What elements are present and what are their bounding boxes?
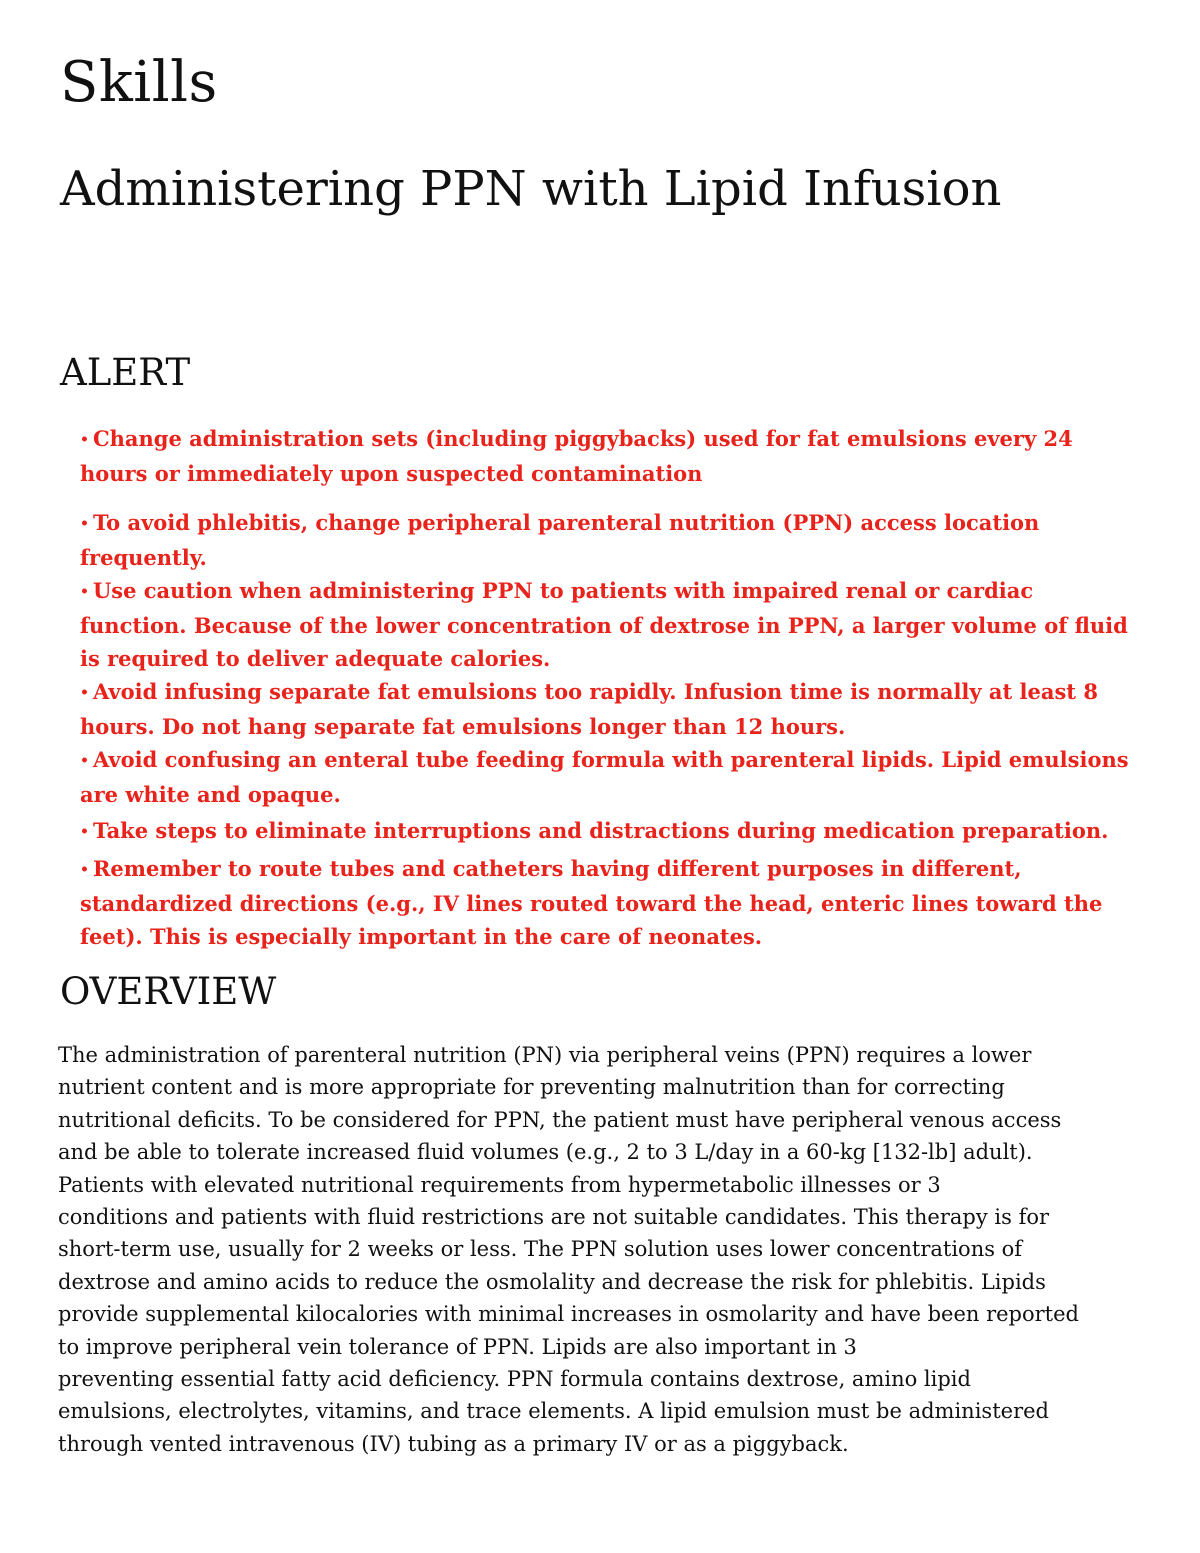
overview-line: preventing essential fatty acid deficiency. PPN formula contains dextrose, amino lipid	[58, 1367, 971, 1392]
overview-line: and be able to tolerate increased fluid volumes (e.g., 2 to 3 L/day in a 60-kg [132-lb] adult).	[58, 1140, 1033, 1165]
overview-line: Patients with elevated nutritional requirements from hypermetabolic illnesses or 3	[58, 1172, 941, 1197]
alert-list	[80, 422, 1140, 953]
alert-item-text: Take steps to eliminate interruptions and distractions during medication preparation.	[92, 818, 1109, 843]
bullet-icon: •	[80, 862, 89, 878]
overview-line: The administration of parenteral nutrition (PN) via peripheral veins (PPN) requires a lower	[58, 1043, 1032, 1067]
alert-item	[80, 814, 1140, 849]
bullet-icon: •	[80, 824, 89, 840]
overview-line: to improve peripheral vein tolerance of PPN. Lipids are also important in 3	[58, 1334, 857, 1359]
alert-heading: ALERT	[60, 351, 191, 394]
bullet-icon: •	[80, 753, 89, 769]
alert-item-text: Change administration sets (including piggybacks) used for fat emulsions every 24 hours or immediately upon suspected contamination	[80, 426, 1073, 486]
overview-line: nutrient content and is more appropriate for preventing malnutrition than for correcting	[58, 1075, 1005, 1100]
bullet-icon: •	[80, 685, 89, 701]
alert-item	[80, 506, 1140, 574]
overview-line: nutritional deficits. To be considered for PPN, the patient must have peripheral venous access	[58, 1107, 1062, 1132]
overview-line: provide supplemental kilocalories with minimal increases in osmolarity and have been reported	[58, 1302, 1079, 1327]
overview-line: dextrose and amino acids to reduce the osmolality and decrease the risk for phlebitis. Lipids	[58, 1269, 1046, 1294]
alert-item	[80, 743, 1140, 811]
alert-item-text: Avoid infusing separate fat emulsions too rapidly. Infusion time is normally at least 8 hours. Do not hang separate fat emulsions longer than 12 hours.	[80, 679, 1098, 739]
bullet-icon: •	[80, 584, 89, 600]
overview-line: emulsions, electrolytes, vitamins, and trace elements. A lipid emulsion must be administered	[58, 1399, 1049, 1424]
alert-item	[80, 422, 1140, 490]
bullet-icon: •	[80, 516, 89, 532]
alert-item	[80, 574, 1140, 675]
overview-line: short-term use, usually for 2 weeks or less. The PPN solution uses lower concentrations of	[58, 1237, 1023, 1262]
alert-item-text: To avoid phlebitis, change peripheral parenteral nutrition (PPN) access location frequently.	[80, 510, 1040, 570]
overview-line: through vented intravenous (IV) tubing as a primary IV or as a piggyback.	[58, 1431, 849, 1456]
alert-item	[80, 852, 1140, 953]
alert-item-text: Avoid confusing an enteral tube feeding formula with parenteral lipids. Lipid emulsions are white and opaque.	[80, 747, 1129, 807]
overview-heading: OVERVIEW	[60, 970, 277, 1013]
alert-item	[80, 675, 1140, 743]
document-title: Skills	[60, 50, 218, 115]
overview-line: conditions and patients with fluid restrictions are not suitable candidates. This therapy is for	[58, 1205, 1050, 1230]
overview-paragraph	[58, 1039, 1138, 1460]
alert-item-text: Use caution when administering PPN to patients with impaired renal or cardiac function. Because of the lower concentration of dextrose in PPN, a larger volume of fluid is required to deliver adequate calories.	[80, 578, 1128, 671]
document-subtitle: Administering PPN with Lipid Infusion	[60, 161, 1002, 217]
alert-item-text: Remember to route tubes and catheters having different purposes in different, standardized directions (e.g., IV lines routed toward the head, enteric lines toward the feet). This is especially important in the care of neonates.	[80, 856, 1103, 949]
bullet-icon: •	[80, 432, 89, 448]
